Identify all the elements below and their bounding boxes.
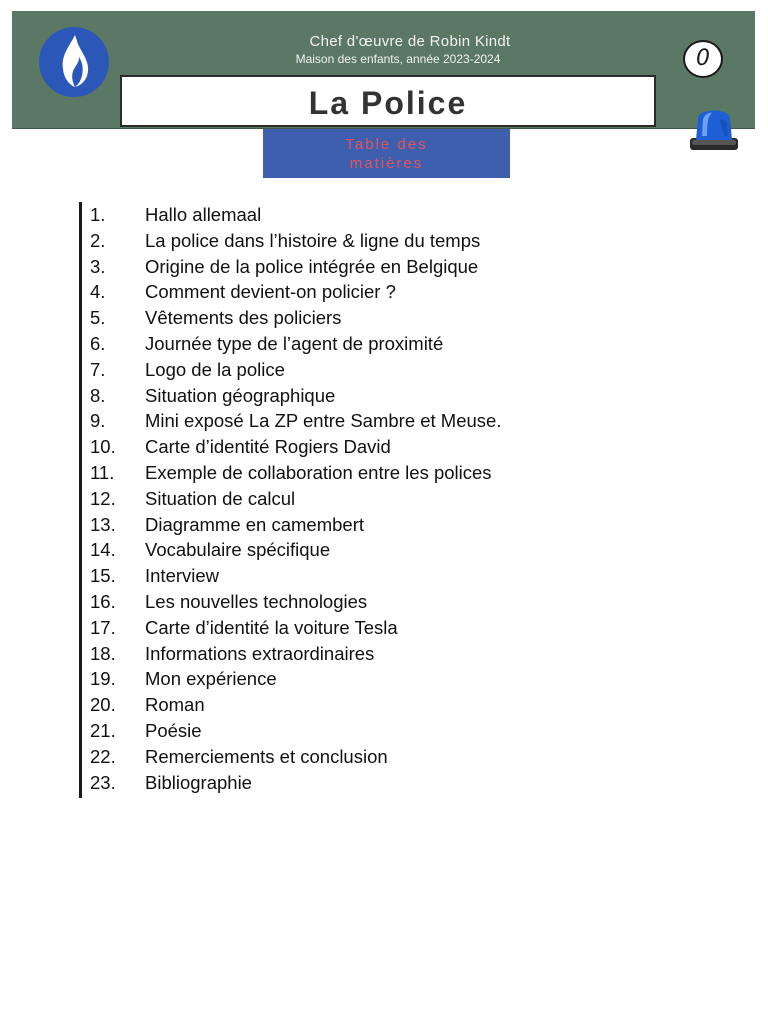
toc-item: [90, 537, 501, 563]
toc-item-number: 1.: [90, 204, 106, 225]
toc-item: [90, 202, 501, 228]
toc-item-number: 8.: [90, 384, 106, 406]
toc-item: [90, 563, 501, 589]
toc-item: [90, 641, 501, 667]
toc-item-number: 10.: [90, 436, 116, 458]
toc-item-label: Diagramme en camembert: [145, 513, 364, 535]
toc-item-number: 14.: [90, 539, 116, 561]
police-flame-logo-icon: [39, 27, 109, 97]
toc-item-number: 6.: [90, 332, 106, 354]
toc-item-number: 5.: [90, 307, 106, 329]
toc-item-number: 21.: [90, 719, 116, 741]
blue-siren-icon: [686, 100, 742, 156]
flame-icon: [39, 27, 109, 97]
toc-item-number: 19.: [90, 668, 116, 690]
toc-item-number: 7.: [90, 358, 106, 380]
toc-banner: [263, 129, 510, 178]
toc-list: [90, 202, 501, 795]
toc-item-label: Logo de la police: [145, 358, 285, 380]
toc-item-label: Roman: [145, 694, 205, 716]
toc-item: [90, 615, 501, 641]
toc-item-label: Comment devient-on policier ?: [145, 281, 396, 303]
toc-item: [90, 305, 501, 331]
toc-item-number: 20.: [90, 694, 116, 716]
toc-item-label: Carte d’identité Rogiers David: [145, 436, 391, 458]
toc-banner-line2: matières: [349, 155, 424, 172]
header-subtitle-school-year: Maison des enfants, année 2023-2024: [295, 52, 501, 66]
toc-item-number: 22.: [90, 745, 116, 767]
toc-item-label: Vêtements des policiers: [145, 307, 342, 329]
toc-item-label: Situation géographique: [145, 384, 336, 406]
toc-item: [90, 228, 501, 254]
toc-item: [90, 434, 501, 460]
toc-item-label: Poésie: [145, 719, 202, 741]
page-number-badge: 0: [683, 40, 723, 78]
toc-item: [90, 408, 501, 434]
toc-item-label: Informations extraordinaires: [145, 642, 375, 664]
toc-item-label: Origine de la police intégrée en Belgique: [145, 255, 479, 277]
toc-item-label: Mon expérience: [145, 668, 277, 690]
toc-item: [90, 770, 501, 796]
toc-item: [90, 357, 501, 383]
toc-item-label: Exemple de collaboration entre les polices: [145, 461, 492, 483]
toc-item-label: Bibliographie: [145, 771, 252, 793]
toc-item-number: 12.: [90, 487, 116, 509]
toc-item-label: La police dans l’histoire & ligne du temps: [145, 229, 481, 251]
toc-item-number: 2.: [90, 229, 106, 251]
toc-item-number: 3.: [90, 255, 106, 277]
toc-item-label: Les nouvelles technologies: [145, 590, 368, 612]
header-subtitle-author: Chef d'œuvre de Robin Kindt: [309, 33, 511, 50]
toc-item: [90, 279, 501, 305]
toc-item-number: 23.: [90, 771, 116, 793]
toc-item-label: Mini exposé La ZP entre Sambre et Meuse.: [145, 410, 502, 432]
toc-item-number: 15.: [90, 565, 116, 587]
toc-item-number: 17.: [90, 616, 116, 638]
toc-item: [90, 486, 501, 512]
toc-item: [90, 460, 501, 486]
toc-item-label: Hallo allemaal: [145, 204, 262, 225]
toc-item-label: Journée type de l’agent de proximité: [145, 332, 444, 354]
toc-item-label: Interview: [145, 565, 220, 587]
toc-item-number: 16.: [90, 590, 116, 612]
toc-item: [90, 254, 501, 280]
toc-item-number: 9.: [90, 410, 106, 432]
title-box: [120, 75, 656, 127]
toc-item-number: 11.: [90, 461, 115, 483]
toc-item-label: Remerciements et conclusion: [145, 745, 388, 767]
toc-item-label: Vocabulaire spécifique: [145, 539, 331, 561]
toc-item-label: Situation de calcul: [145, 487, 296, 509]
toc-item: [90, 589, 501, 615]
toc-item: [90, 383, 501, 409]
toc-item-number: 13.: [90, 513, 116, 535]
toc-item: [90, 512, 501, 538]
toc-item-label: Carte d’identité la voiture Tesla: [145, 616, 398, 638]
toc-item: [90, 744, 501, 770]
toc-vertical-rule: [79, 202, 82, 798]
page-title: La Police: [308, 85, 468, 121]
toc-item: [90, 666, 501, 692]
toc-item: [90, 718, 501, 744]
toc-item-number: 18.: [90, 642, 116, 664]
toc-item: [90, 692, 501, 718]
toc-banner-line1: Table des: [345, 136, 428, 153]
toc-item-number: 4.: [90, 281, 106, 303]
toc-item: [90, 331, 501, 357]
